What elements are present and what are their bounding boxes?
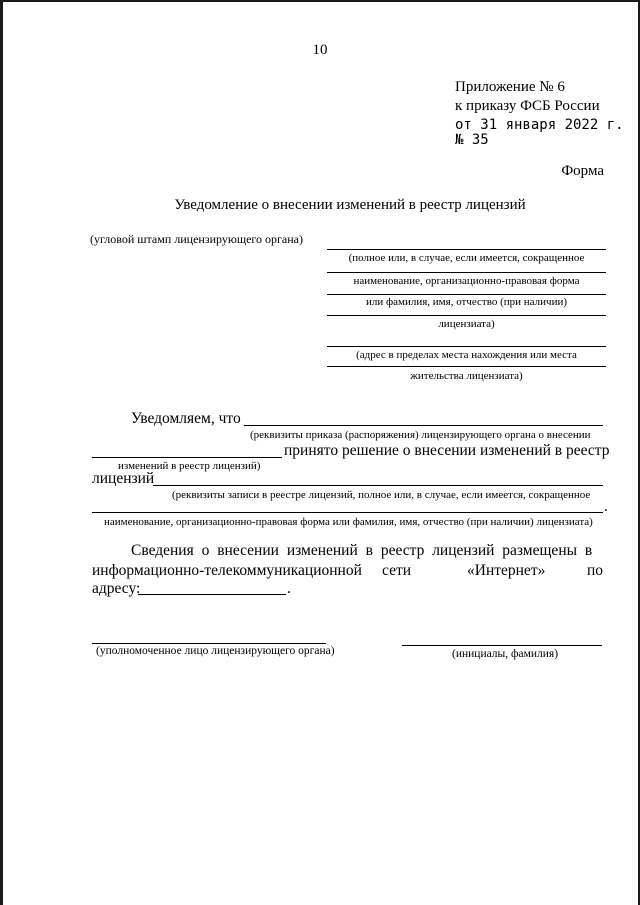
info-line: информационно-телекоммуникационной [92,562,362,579]
info-line: «Интернет» [467,562,546,579]
appendix-date: от 31 января 2022 г. [455,117,624,133]
appendix-line: Приложение № 6 [455,79,565,95]
registry-record-line[interactable] [92,512,603,513]
field-caption: (реквизиты приказа (распоряжения) лицензирующего органа о внесении [250,429,591,441]
info-line: по [587,562,604,579]
registry-record-line[interactable] [153,485,603,486]
appendix-number: № 35 [455,132,489,148]
field-caption: жительства лицензиата) [410,370,523,382]
address-label: адресу: [92,580,141,597]
decision-text: принято решение о внесении изменений в реестр [284,442,610,459]
order-details-line[interactable] [244,425,603,426]
info-line: Сведения о внесении изменений в реестр лицензий размещены в [131,542,593,559]
address-field-line[interactable] [327,346,606,347]
field-caption: (инициалы, фамилия) [452,648,559,660]
form-label: Форма [561,163,604,179]
document-title: Уведомление о внесении изменений в реестр лицензий [174,197,526,213]
appendix-line: к приказу ФСБ России [455,98,600,114]
page-edge [0,0,3,905]
field-caption: наименование, организационно-правовая форма или фамилия, имя, отчество (при наличии) лицензиата) [104,516,593,528]
field-caption: или фамилия, имя, отчество (при наличии) [365,296,568,308]
signature-line[interactable] [92,643,326,644]
name-line[interactable] [402,645,602,646]
field-caption: (реквизиты записи в реестре лицензий, полное или, в случае, если имеется, сокращенное [172,489,591,501]
stamp-caption: (угловой штамп лицензирующего органа) [90,232,304,246]
field-caption: наименование, организационно-правовая форма [353,275,580,287]
notify-lead: Уведомляем, что [131,410,241,427]
field-caption: изменений в реестр лицензий) [118,460,261,472]
licensee-field-line[interactable] [327,294,606,295]
field-caption: (уполномоченное лицо лицензирующего органа) [96,645,335,657]
field-caption: лицензиата) [438,318,495,330]
page-edge [0,0,640,2]
line-period: . [287,580,291,597]
internet-address-line[interactable] [138,594,286,595]
page-number: 10 [312,42,328,58]
address-field-line[interactable] [327,366,606,367]
licensee-field-line[interactable] [327,249,606,250]
field-caption: (адрес в пределах места нахождения или места [356,349,577,361]
licensee-field-line[interactable] [327,272,606,273]
licenses-word: лицензий [92,470,155,487]
field-caption: (полное или, в случае, если имеется, сокращенное [348,252,585,264]
info-line: сети [382,562,412,579]
order-details-line[interactable] [92,457,282,458]
licensee-field-line[interactable] [327,315,606,316]
line-period: . [604,498,608,515]
